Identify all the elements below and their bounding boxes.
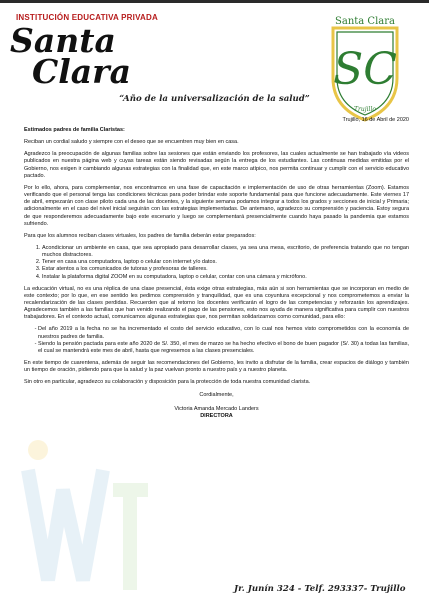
school-crest [329,8,417,126]
list-item: 4. Instalar la plataforma digital ZOOM en su computadora, laptop o celular, contar con una cámara y micrófono. [42,274,409,281]
shield-icon [329,8,417,126]
list-item: 1. Acondicionar un ambiente en casa, que sea apropiado para desarrollar clases, ya sea una mesa, escritorio, de preferencia tratando que no tengan muchos distractores. [42,245,409,259]
closing-phrase: Cordialmente, [199,392,234,399]
signer-name: Victoria Amanda Mercado Landers [174,405,259,412]
paragraph-requirements-intro: Para que los alumnos reciban clases virtuales, los padres de familia deberán estar preparados: [24,232,256,239]
paragraph-virtual-education: La educación virtual, no es una réplica de una clase presencial, ésta exige otras estrategias, más aún si son herramientas que se incorporan en medio de este contexto; por lo que, en ese sentido les pedimos comprensión y tranquilidad, que es una coyuntura excepcional y nos comprometemos a enviar la recalendarización de las clases perdidas. Recuerden que al retorno los docentes verificarán el logro de las competencias y reforzarán los aprendizajes. Agradecemos también a las familias que han venido realizando el pago de las pensiones, esto nos ayuda de manera significativa para cumplir con nuestros trabajadores. En el contexto actual, comunicamos algunas estrategias que, nos permitan solidarizarnos como comunidad, para ello: [24,285,409,321]
brand-name-line1: Santa [10,21,116,60]
list-item: - Siendo la pensión pactada para este año 2020 de S/. 350, el mes de marzo se ha hecho efectivo el bono de buen pagador (S/. 30) a todas las familias, el cual se mantendrá este mes de abril, hasta que regresemos a las clases presenciales. [38,341,409,355]
paragraph-concerns: Agradezco la preocupación de algunas familias sobre las sesiones que están enviando los profesores, las cuales actualmente se han trabajado vía videos publicados en nuestra página web y cuyas tareas están siendo revisadas según la entrega de los estudiantes. Las continuas medidas emitidas por el Gobierno, nos exigen ir cambiando algunas estrategias con la finalidad que, en este marco atípico, nos permita continuar y cumplir con el servicio educativo pactado. [24,151,409,179]
paragraph-quarantine: En este tiempo de cuarentena, además de seguir las recomendaciones del Gobierno, les invito a disfrutar de la familia, crear espacios de diálogo y también un tiempo de oración, pidiendo para que la salud y la paz vuelvan pronto a nuestro país y a nuestro planeta. [24,360,409,374]
year-motto: “Año de la universalización de la salud” [119,94,310,104]
crest-city: Trujillo [354,106,376,113]
letter-date: Trujillo, 16 de Abril de 2020 [342,117,409,123]
crest-title: Santa Clara [335,16,395,27]
letterhead [6,8,422,113]
watermark-decoration [8,430,158,600]
list-item: - Del año 2019 a la fecha no se ha incrementado el costo del servicio educativo, con lo cual nos hemos visto comprometidos con la economía de nuestros padres de familia. [38,326,409,340]
requirements-list [24,245,409,281]
salutation: Estimados padres de familia Claristas: [24,127,125,134]
crest-initials: SC [333,44,397,95]
signer-role: DIRECTORA [200,412,233,419]
top-border [0,0,429,3]
list-item: 2. Tener en casa una computadora, laptop o celular con internet y/o datos. [42,259,409,266]
paragraph-thanks: Sin otro en particular, agradezco su colaboración y disposición para la protección de toda nuestra comunidad clarista. [24,379,311,386]
paragraph-zoom: Por lo ello, ahora, para complementar, nos encontramos en una fase de capacitación e implementación de uso de otras herramientas (Zoom). Estamos verificando que el personal tenga las condiciones técnicas para poder brindar este soporte fundamental para que funcione adecuadamente. Este viernes 17 de abril, empezarán con clase piloto cada una de las docentes, y la siguiente semana podamos integrar a todos los grados y secciones de inicial y Primaria; adicionalmente en el caso del nivel inicial seguirán con las estrategias implementadas. De antemano, agradezco su comprensión y paciencia. Estoy segura de que responderemos adecuadamente bajo este escenario y luego se complementará presencialmente cuando haya pasado la pandemia que estamos sufriendo. [24,184,409,227]
letter-body [24,117,409,420]
institution-type: INSTITUCIÓN EDUCATIVA PRIVADA [16,13,158,22]
list-item: 3. Estar atentos a los comunicados de tutoras y profesoras de talleres. [42,266,409,273]
paragraph-greeting: Reciban un cordial saludo y siempre con el deseo que se encuentren muy bien en casa. [24,139,239,146]
signature-block [24,392,409,420]
strategies-list [24,326,409,355]
footer-address: Jr. Junín 324 - Telf. 293337- Trujillo [234,584,406,594]
brand-name-line2: Clara [32,52,131,91]
